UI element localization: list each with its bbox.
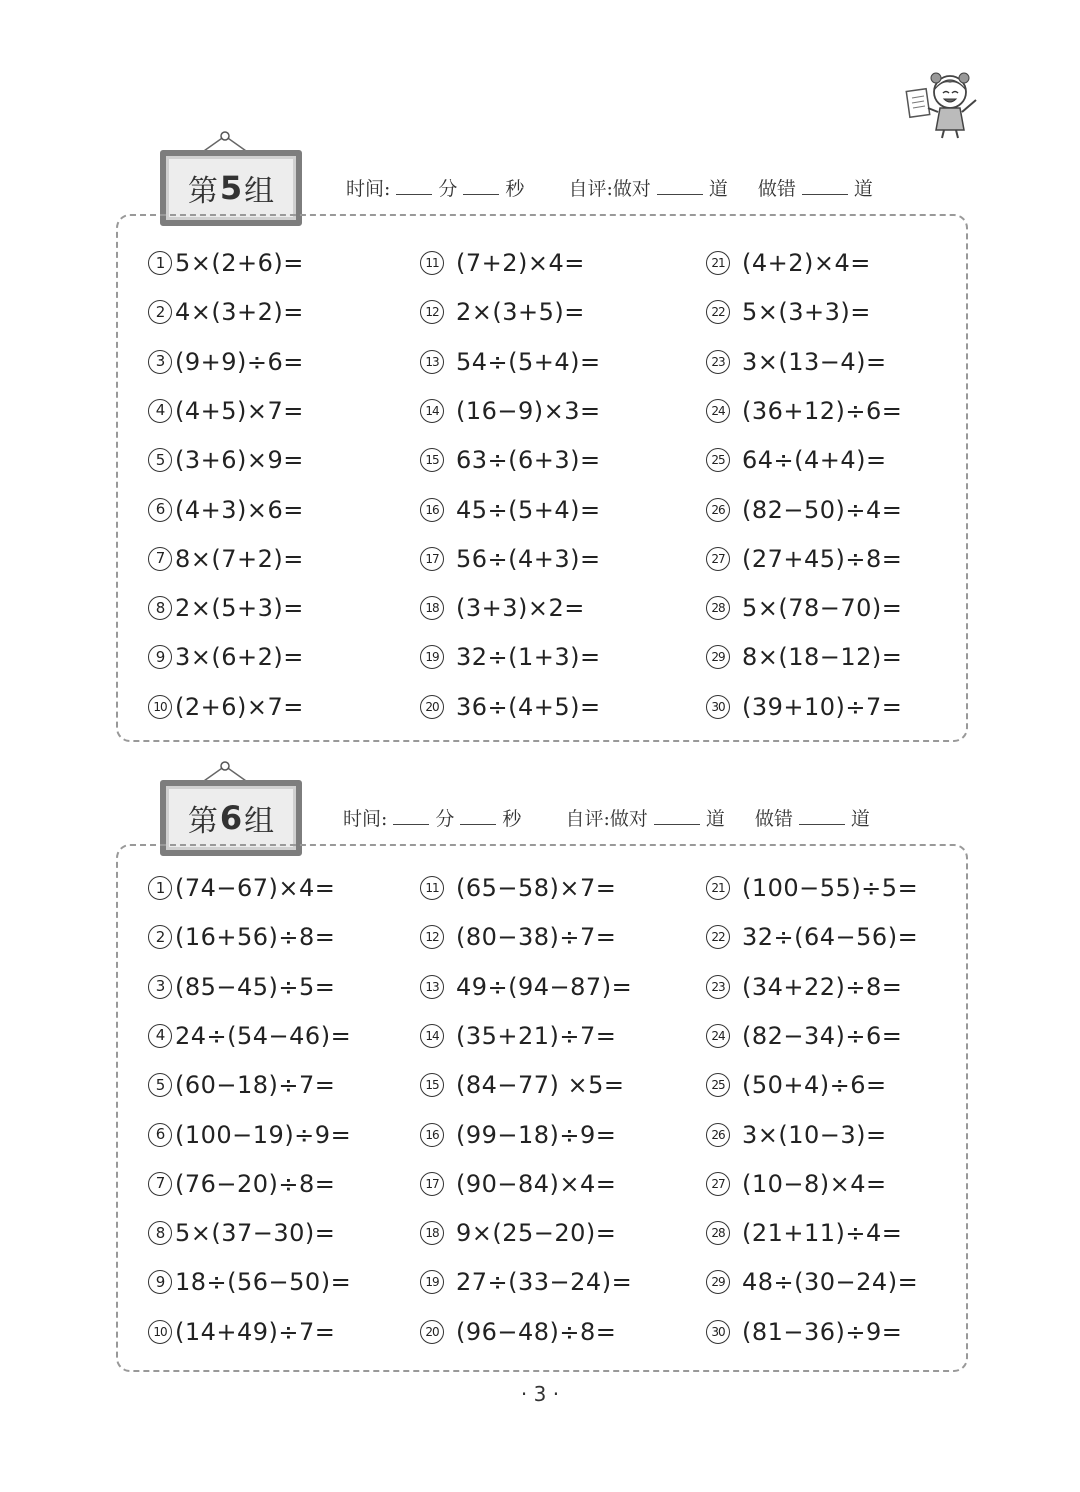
problem-item	[706, 973, 902, 1001]
problem-number: 7	[148, 1172, 172, 1196]
problem-item	[420, 874, 616, 902]
problem-expression: 27÷(33−24)=	[456, 1268, 633, 1297]
mascot-illustration	[900, 68, 984, 140]
problem-item	[706, 397, 902, 425]
wrong-label: 做错	[757, 178, 796, 200]
problem-expression: (35+21)÷7=	[456, 1021, 617, 1050]
problem-item	[148, 874, 335, 902]
problem-item	[148, 1170, 335, 1198]
problem-expression: (27+45)÷8=	[742, 544, 903, 573]
problem-number: 30	[706, 695, 730, 719]
problem-number: 23	[706, 975, 730, 999]
problem-number: 4	[148, 1024, 172, 1048]
seconds-label: 秒	[505, 178, 525, 200]
problem-number: 6	[148, 1123, 172, 1147]
problem-item	[148, 298, 304, 326]
problem-item	[148, 1121, 351, 1149]
minutes-label: 分	[435, 808, 455, 830]
problem-number: 18	[420, 596, 444, 620]
problem-item	[148, 1268, 351, 1296]
problem-expression: (3+6)×9=	[175, 446, 304, 475]
problem-number: 22	[706, 925, 730, 949]
problem-expression: 4×(3+2)=	[175, 298, 304, 327]
problem-number: 27	[706, 547, 730, 571]
wrong-unit-label: 道	[850, 808, 870, 830]
problem-number: 12	[420, 925, 444, 949]
problem-item	[706, 1318, 902, 1346]
problem-item	[420, 1219, 616, 1247]
problem-number: 2	[148, 300, 172, 324]
problem-expression: 63÷(6+3)=	[456, 446, 601, 475]
problem-expression: (96−48)÷8=	[456, 1317, 617, 1346]
problem-item	[420, 1170, 616, 1198]
problem-item	[420, 973, 632, 1001]
problem-number: 18	[420, 1221, 444, 1245]
problem-expression: (82−34)÷6=	[742, 1021, 903, 1050]
problem-expression: 2×(3+5)=	[456, 298, 585, 327]
problem-expression: 32÷(64−56)=	[742, 923, 919, 952]
self-eval-label: 自评:做对	[565, 808, 648, 830]
problem-item	[706, 1268, 918, 1296]
correct-count-blank[interactable]	[657, 180, 703, 195]
problem-number: 13	[420, 350, 444, 374]
problem-number: 14	[420, 1024, 444, 1048]
problem-expression: (76−20)÷8=	[175, 1169, 336, 1198]
problem-number: 26	[706, 498, 730, 522]
problem-expression: (36+12)÷6=	[742, 396, 903, 425]
problem-item	[420, 298, 585, 326]
problem-expression: (84−77) ×5=	[456, 1071, 625, 1100]
problem-number: 11	[420, 876, 444, 900]
problem-number: 13	[420, 975, 444, 999]
wrong-count-blank[interactable]	[799, 810, 845, 825]
problem-number: 30	[706, 1320, 730, 1344]
problem-number: 20	[420, 1320, 444, 1344]
problem-expression: (100−55)÷5=	[742, 874, 919, 902]
problem-expression: 64÷(4+4)=	[742, 446, 887, 475]
problem-item	[706, 348, 887, 376]
problem-number: 8	[148, 1221, 172, 1245]
problem-item	[148, 545, 304, 573]
problem-number: 11	[420, 251, 444, 275]
problem-expression: 5×(3+3)=	[742, 298, 871, 327]
problem-number: 1	[148, 251, 172, 275]
problem-item	[706, 874, 918, 902]
problem-item	[706, 693, 902, 721]
problem-item	[420, 923, 616, 951]
problem-item	[420, 545, 601, 573]
problem-item	[420, 1268, 632, 1296]
problem-expression: (9+9)÷6=	[175, 347, 304, 376]
problem-expression: (2+6)×7=	[175, 692, 304, 721]
problem-expression: (99−18)÷9=	[456, 1120, 617, 1149]
problem-number: 19	[420, 645, 444, 669]
wrong-unit-label: 道	[853, 178, 873, 200]
problem-number: 24	[706, 399, 730, 423]
problem-number: 16	[420, 1123, 444, 1147]
problem-expression: 3×(13−4)=	[742, 347, 887, 376]
time-label: 时间:	[346, 178, 391, 200]
problem-item	[148, 973, 335, 1001]
problem-expression: 24÷(54−46)=	[175, 1021, 352, 1050]
problem-item	[148, 1318, 335, 1346]
problem-expression: 54÷(5+4)=	[456, 347, 601, 376]
problem-item	[420, 249, 585, 277]
problem-number: 25	[706, 1073, 730, 1097]
problem-item	[148, 496, 304, 524]
problem-number: 15	[420, 448, 444, 472]
problem-number: 17	[420, 547, 444, 571]
problem-item	[420, 643, 601, 671]
problem-item	[706, 1022, 902, 1050]
problem-expression: 5×(2+6)=	[175, 249, 304, 277]
problem-number: 27	[706, 1172, 730, 1196]
problem-item	[420, 348, 601, 376]
wrong-count-blank[interactable]	[802, 180, 848, 195]
problem-expression: (4+2)×4=	[742, 249, 871, 277]
problem-item	[706, 1071, 887, 1099]
problem-number: 12	[420, 300, 444, 324]
minutes-label: 分	[438, 178, 458, 200]
problem-item	[420, 1121, 616, 1149]
problem-item	[420, 1022, 616, 1050]
problem-number: 8	[148, 596, 172, 620]
problem-expression: (14+49)÷7=	[175, 1317, 336, 1346]
problem-number: 9	[148, 1270, 172, 1294]
problem-expression: (4+3)×6=	[175, 495, 304, 524]
problem-number: 6	[148, 498, 172, 522]
problem-item	[148, 1219, 335, 1247]
problem-item	[706, 643, 902, 671]
problem-item	[148, 643, 304, 671]
problem-item	[706, 298, 871, 326]
score-header	[343, 804, 870, 831]
problem-expression: (16−9)×3=	[456, 396, 601, 425]
problem-number: 20	[420, 695, 444, 719]
problem-number: 14	[420, 399, 444, 423]
problem-item	[706, 1219, 902, 1247]
problem-number: 7	[148, 547, 172, 571]
problem-expression: 5×(37−30)=	[175, 1219, 336, 1248]
problem-number: 17	[420, 1172, 444, 1196]
problem-expression: (21+11)÷4=	[742, 1219, 903, 1248]
problem-number: 26	[706, 1123, 730, 1147]
problem-item	[148, 1022, 351, 1050]
problem-expression: (10−8)×4=	[742, 1169, 887, 1198]
problem-number: 5	[148, 448, 172, 472]
seconds-label: 秒	[502, 808, 522, 830]
problem-expression: (60−18)÷7=	[175, 1071, 336, 1100]
problem-item	[420, 693, 601, 721]
problem-expression: (34+22)÷8=	[742, 972, 903, 1001]
minutes-blank[interactable]	[396, 180, 432, 195]
problem-expression: (82−50)÷4=	[742, 495, 903, 524]
minutes-blank[interactable]	[393, 810, 429, 825]
problem-number: 10	[148, 1320, 172, 1344]
correct-count-blank[interactable]	[654, 810, 700, 825]
problem-item	[420, 1318, 616, 1346]
group-number: 5	[219, 169, 243, 207]
problem-item	[706, 446, 887, 474]
problem-item	[148, 397, 304, 425]
problem-item	[420, 1071, 625, 1099]
problem-item	[420, 594, 585, 622]
problem-number: 21	[706, 876, 730, 900]
problem-number: 4	[148, 399, 172, 423]
group-title-suffix: 组	[244, 174, 275, 209]
problem-number: 3	[148, 350, 172, 374]
group-title-prefix: 第	[187, 174, 218, 209]
page-number: · 3 ·	[520, 1382, 560, 1406]
problem-expression: 8×(18−12)=	[742, 643, 903, 672]
correct-unit-label: 道	[705, 808, 725, 830]
problem-number: 25	[706, 448, 730, 472]
problem-number: 28	[706, 596, 730, 620]
self-eval-label: 自评:做对	[568, 178, 651, 200]
group-number: 6	[219, 799, 243, 837]
problem-number: 28	[706, 1221, 730, 1245]
problem-number: 23	[706, 350, 730, 374]
problem-item	[420, 446, 601, 474]
problem-number: 22	[706, 300, 730, 324]
problem-expression: (80−38)÷7=	[456, 923, 617, 952]
problem-number: 19	[420, 1270, 444, 1294]
problem-item	[706, 594, 902, 622]
problem-number: 29	[706, 1270, 730, 1294]
problem-number: 16	[420, 498, 444, 522]
problem-number: 5	[148, 1073, 172, 1097]
problem-expression: 5×(78−70)=	[742, 594, 903, 623]
problem-expression: 2×(5+3)=	[175, 594, 304, 623]
problem-number: 3	[148, 975, 172, 999]
problem-expression: 9×(25−20)=	[456, 1219, 617, 1248]
problem-item	[706, 1170, 887, 1198]
problem-expression: (3+3)×2=	[456, 594, 585, 623]
problem-number: 29	[706, 645, 730, 669]
problem-expression: 56÷(4+3)=	[456, 544, 601, 573]
problem-expression: (4+5)×7=	[175, 396, 304, 425]
time-label: 时间:	[343, 808, 388, 830]
problem-number: 10	[148, 695, 172, 719]
wrong-label: 做错	[754, 808, 793, 830]
problem-item	[706, 923, 918, 951]
correct-unit-label: 道	[708, 178, 728, 200]
problem-expression: (100−19)÷9=	[175, 1120, 352, 1149]
problem-item	[706, 545, 902, 573]
seconds-blank[interactable]	[460, 810, 496, 825]
problem-number: 1	[148, 876, 172, 900]
group-title-prefix: 第	[187, 804, 218, 839]
problem-number: 9	[148, 645, 172, 669]
problem-expression: 18÷(56−50)=	[175, 1268, 352, 1297]
problem-expression: (50+4)÷6=	[742, 1071, 887, 1100]
problem-number: 21	[706, 251, 730, 275]
problem-expression: (81−36)÷9=	[742, 1317, 903, 1346]
problem-expression: 3×(6+2)=	[175, 643, 304, 672]
problem-item	[148, 923, 335, 951]
problem-number: 2	[148, 925, 172, 949]
problem-item	[148, 1071, 335, 1099]
problem-item	[148, 693, 304, 721]
problem-expression: (16+56)÷8=	[175, 923, 336, 952]
problem-item	[706, 496, 902, 524]
problem-expression: (65−58)×7=	[456, 874, 617, 902]
problem-expression: (90−84)×4=	[456, 1169, 617, 1198]
problem-item	[420, 397, 601, 425]
problem-item	[148, 249, 304, 277]
problem-expression: (39+10)÷7=	[742, 692, 903, 721]
problem-number: 24	[706, 1024, 730, 1048]
problem-expression: 3×(10−3)=	[742, 1120, 887, 1149]
problem-expression: (74−67)×4=	[175, 874, 336, 902]
problem-expression: (85−45)÷5=	[175, 972, 336, 1001]
problem-number: 15	[420, 1073, 444, 1097]
problem-expression: 8×(7+2)=	[175, 544, 304, 573]
problem-item	[706, 1121, 887, 1149]
problem-expression: 36÷(4+5)=	[456, 692, 601, 721]
seconds-blank[interactable]	[463, 180, 499, 195]
problem-expression: (7+2)×4=	[456, 249, 585, 277]
problem-expression: 32÷(1+3)=	[456, 643, 601, 672]
problem-expression: 45÷(5+4)=	[456, 495, 601, 524]
problem-item	[148, 348, 304, 376]
problem-item	[420, 496, 601, 524]
problem-expression: 49÷(94−87)=	[456, 972, 633, 1001]
score-header	[346, 174, 873, 201]
problem-item	[148, 446, 304, 474]
problem-expression: 48÷(30−24)=	[742, 1268, 919, 1297]
problem-item	[706, 249, 871, 277]
group-title-suffix: 组	[244, 804, 275, 839]
problem-item	[148, 594, 304, 622]
